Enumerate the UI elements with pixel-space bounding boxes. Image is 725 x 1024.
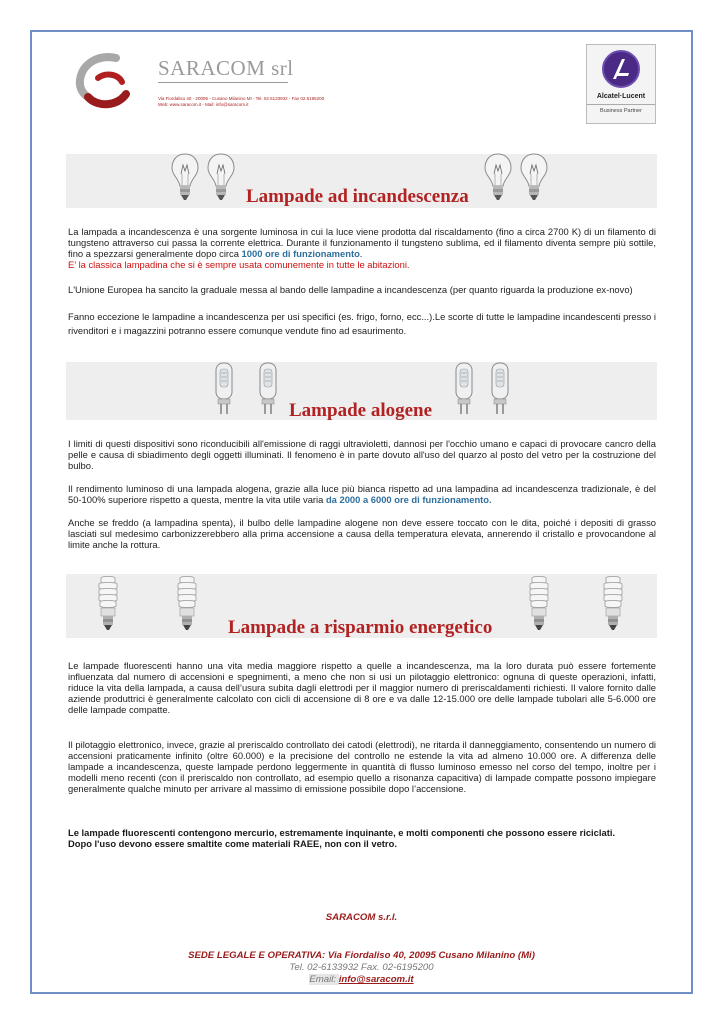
footer-email-line <box>66 974 657 985</box>
alcatel-lucent-logo-icon <box>601 49 641 89</box>
footer-email-link[interactable]: info@saracom.it <box>338 974 414 985</box>
alcatel-lucent-partner-badge <box>586 44 656 124</box>
incandescent-bulb-icon <box>170 152 200 202</box>
footer-company: SARACOM s.r.l. <box>325 912 398 923</box>
footer-address: SEDE LEGALE E OPERATIVA: Via Fiordaliso 40, 20095 Cusano Milanino (Mi) <box>188 950 535 961</box>
cfl-bulb-icon <box>598 574 628 634</box>
cfl-bulb-icon <box>172 574 202 634</box>
incandescent-bulb-icon <box>206 152 236 202</box>
badge-divider <box>587 104 655 105</box>
paragraph-incandescent-1: La lampada a incandescenza è una sorgente luminosa in cui la luce viene prodotta dal riscaldamento (fino a circa 2700 K) di un filamento di tungsteno attraverso cui passa la corrente elettrica. Durante il funzionamento il tungsteno sublima, ed il filamento diventa sempre più sottile, fino a spezzarsi generalmente dopo circa 1000 ore di funzionamento. E’ la classica lampadina che si è sempre usata comunemente in tutte le abitazioni. <box>68 226 656 270</box>
incandescent-bulb-icon <box>483 152 513 202</box>
paragraph-energy-saving-1: Le lampade fluorescenti hanno una vita media maggiore rispetto a quelle a incandescenza, ma la loro durata può essere fortemente influenzata dal numero di accensioni e spegnimenti, a meno che non si usi un pilotaggio elettronico: ognuna di queste operazioni, infatti, riduce la vita della lampada, a causa dell’usura subita dagli elettrodi per il maggior numero di preriscaldamenti richiesti. Il valore fornito dalle aziende produttrici è generalmente calcolato con cicli di accensione di 8 ore e va dalle 12-15.000 ore delle lampade tubolari alle 5-6.000 ore delle lampade compatte. <box>68 660 656 715</box>
footer-phones: Tel. 02-6133932 Fax. 02-6195200 <box>289 962 434 973</box>
halogen-bulb-icon <box>212 361 236 417</box>
footer-email-label: Email: <box>309 974 339 985</box>
incandescent-lifetime: 1000 ore di funzionamento <box>241 248 360 259</box>
halogen-bulb-icon <box>256 361 280 417</box>
logo-address: Via Fiordaliso 40 - 20095 - Cusano Milanino MI - Tel. 02.6133932 - Fax 02.6195200 <box>158 96 325 101</box>
incandescent-note: E’ la classica lampadina che si è sempre usata comunemente in tutte le abitazioni. <box>68 259 410 270</box>
section-title-energy-saving: Lampade a risparmio energetico <box>228 617 493 638</box>
saracom-logo <box>70 50 325 120</box>
paragraph-halogen-2: Il rendimento luminoso di una lampada alogena, grazie alla luce più bianca rispetto ad una lampadina ad incandescenza tradizionale, è del 50-100% superiore rispetto a questa, mentre la vita utile varia da 2000 a 6000 ore di funzionamento. <box>68 483 656 505</box>
halogen-bulb-icon <box>488 361 512 417</box>
cfl-bulb-icon <box>93 574 123 634</box>
paragraph-halogen-1: I limiti di questi dispositivi sono riconducibili all'emissione di raggi ultravioletti, dannosi per l'occhio umano e capaci di provocare cancro della pelle e causa di sbiadimento degli oggetti illuminati. Il fenomeno è in parte dovuto all'uso del quarzo al posto del vetro per la costruzione del bulbo. <box>68 438 656 471</box>
saracom-logo-icon <box>70 50 140 120</box>
logo-web: Web: www.saracom.it - Mail: info@saracom.it <box>158 102 249 107</box>
paragraph-incandescent-2: L'Unione Europea ha sancito la graduale messa al bando delle lampadine a incandescenza (per quanto riguarda la produzione ex-novo) <box>68 284 633 295</box>
section-title-halogen: Lampade alogene <box>289 400 433 421</box>
logo-divider <box>158 82 288 83</box>
paragraph-incandescent-3: Fanno eccezione le lampadine a incandescenza per usi specifici (es. frigo, forno, ecc...).Le scorte di tutte le lampadine incandescenti presso i rivenditori e i magazzini potranno essere comunque vendute fino ad esaurimento. <box>68 311 656 336</box>
paragraph-halogen-3: Anche se freddo (a lampadina spenta), il bulbo delle lampadine alogene non deve essere toccato con le dita, poiché i depositi di grasso lasciati sul medesimo carbonizzerebbero alla prima accensione a causa della temperatura elevata, annerendo il cristallo e provocandone al limite anche la rottura. <box>68 517 656 550</box>
recycling-warning: Le lampade fluorescenti contengono mercurio, estremamente inquinante, e molti componenti che possono essere riciclati. Dopo l'uso devono essere smaltite come materiali RAEE, non con il vetro. <box>68 827 616 849</box>
halogen-lifetime: da 2000 a 6000 ore di funzionamento. <box>325 494 492 505</box>
paragraph-energy-saving-2: Il pilotaggio elettronico, invece, grazie al preriscaldo controllato dei catodi (elettrodi), ne ritarda il danneggiamento, consentendo un numero di accensioni praticamente infinito (oltre 60.000) e la precisione del controllo ne estende la vita ad almeno 10.000 ore. A differenza delle lampade a incandescenza, queste lampade perdono leggermente in quantità di flusso luminoso emesso nel corso del tempo, inoltre per i modelli meno recenti (con il preriscaldo non controllato, ad esempio quello a risonanza capacitiva) di lampade compatte possono impiegare generalmente qualche minuto per arrivare al massimo di emissione possibile dopo l’accensione. <box>68 739 656 794</box>
saracom-logo-name: SARACOM srl <box>158 56 294 80</box>
incandescent-bulb-icon <box>519 152 549 202</box>
section-title-incandescent: Lampade ad incandescenza <box>246 186 469 207</box>
partner-brand: Alcatel·Lucent <box>596 93 646 100</box>
cfl-bulb-icon <box>524 574 554 634</box>
halogen-bulb-icon <box>452 361 476 417</box>
partner-label: Business Partner <box>600 108 642 114</box>
